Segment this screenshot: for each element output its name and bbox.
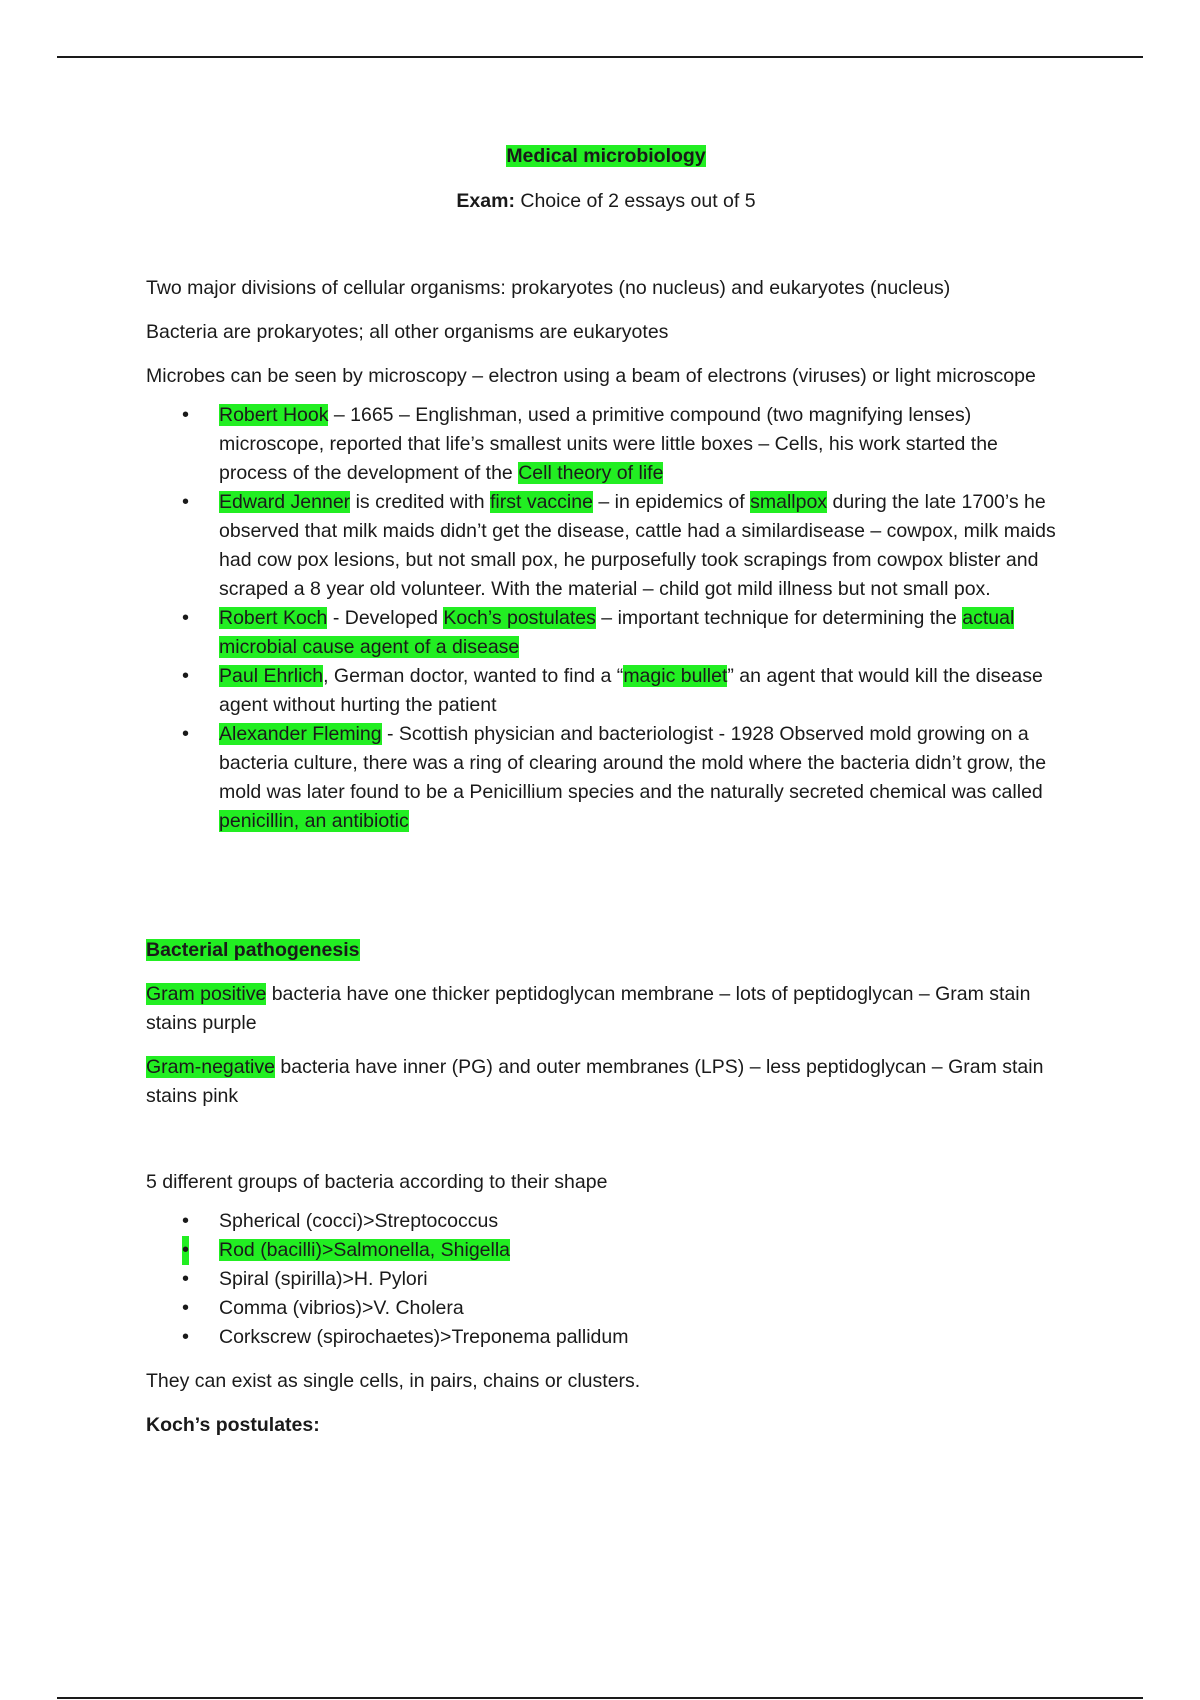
history-list — [146, 401, 1066, 836]
list-item-jenner: • Edward Jenner is credited with first vaccine – in epidemics of smallpox during the late 1700’s he observed that milk maids didn’t get the disease, cattle had a similardisease – cowpox, milk maids had cow pox lesions, but not small pox, he purposefully took scrapings from cowpox blister and scraped a 8 year old volunteer. With the material – child got mild illness but not small pox. — [146, 488, 1066, 604]
list-item-shape: • Spiral (spirilla)>H. Pylori — [146, 1265, 1066, 1294]
list-item-shape: • Rod (bacilli)>Salmonella, Shigella — [146, 1236, 1066, 1265]
list-item-fleming: • Alexander Fleming - Scottish physician and bacteriologist - 1928 Observed mold growing on a bacteria culture, there was a ring of clearing around the mold where the bacteria didn’t grow, the mold was later found to be a Penicillium species and the naturally secreted chemical was called penicillin, an antibiotic — [146, 720, 1066, 836]
intro-paragraph-2: Bacteria are prokaryotes; all other organisms are eukaryotes — [146, 321, 669, 343]
list-item-shape: • Comma (vibrios)>V. Cholera — [146, 1294, 1066, 1323]
koch-postulates-heading: Koch’s postulates: — [146, 1414, 320, 1436]
intro-paragraph-3: Microbes can be seen by microscopy – electron using a beam of electrons (viruses) or light microscope — [146, 365, 1036, 387]
list-item-hook: • Robert Hook – 1665 – Englishman, used a primitive compound (two magnifying lenses) microscope, reported that life’s smallest units were little boxes – Cells, his work started the process of the development of the Cell theory of life — [146, 401, 1066, 488]
shapes-intro: 5 different groups of bacteria according to their shape — [146, 1171, 608, 1193]
list-item-shape: • Corkscrew (spirochaetes)>Treponema pallidum — [146, 1323, 1066, 1352]
shapes-list — [146, 1207, 1066, 1352]
arrangement-paragraph: They can exist as single cells, in pairs, chains or clusters. — [146, 1370, 641, 1392]
document-body — [146, 142, 1066, 1455]
section-title-pathogenesis: Bacterial pathogenesis — [146, 939, 360, 961]
header-rule — [57, 56, 1143, 58]
gram-negative-paragraph: Gram-negative bacteria have inner (PG) and outer membranes (LPS) – less peptidoglycan – Gram stain stains pink — [146, 1056, 1044, 1107]
exam-line: Exam: Choice of 2 essays out of 5 — [456, 190, 756, 212]
intro-paragraph-1: Two major divisions of cellular organisms: prokaryotes (no nucleus) and eukaryotes (nucleus) — [146, 277, 951, 299]
gram-positive-paragraph: Gram positive bacteria have one thicker peptidoglycan membrane – lots of peptidoglycan – Gram stain stains purple — [146, 983, 1031, 1034]
list-item-ehrlich: • Paul Ehrlich, German doctor, wanted to find a “magic bullet” an agent that would kill the disease agent without hurting the patient — [146, 662, 1066, 720]
footer-rule — [57, 1697, 1143, 1699]
list-item-shape: • Spherical (cocci)>Streptococcus — [146, 1207, 1066, 1236]
list-item-koch: • Robert Koch - Developed Koch’s postulates – important technique for determining the actual microbial cause agent of a disease — [146, 604, 1066, 662]
document-title: Medical microbiology — [506, 145, 706, 167]
